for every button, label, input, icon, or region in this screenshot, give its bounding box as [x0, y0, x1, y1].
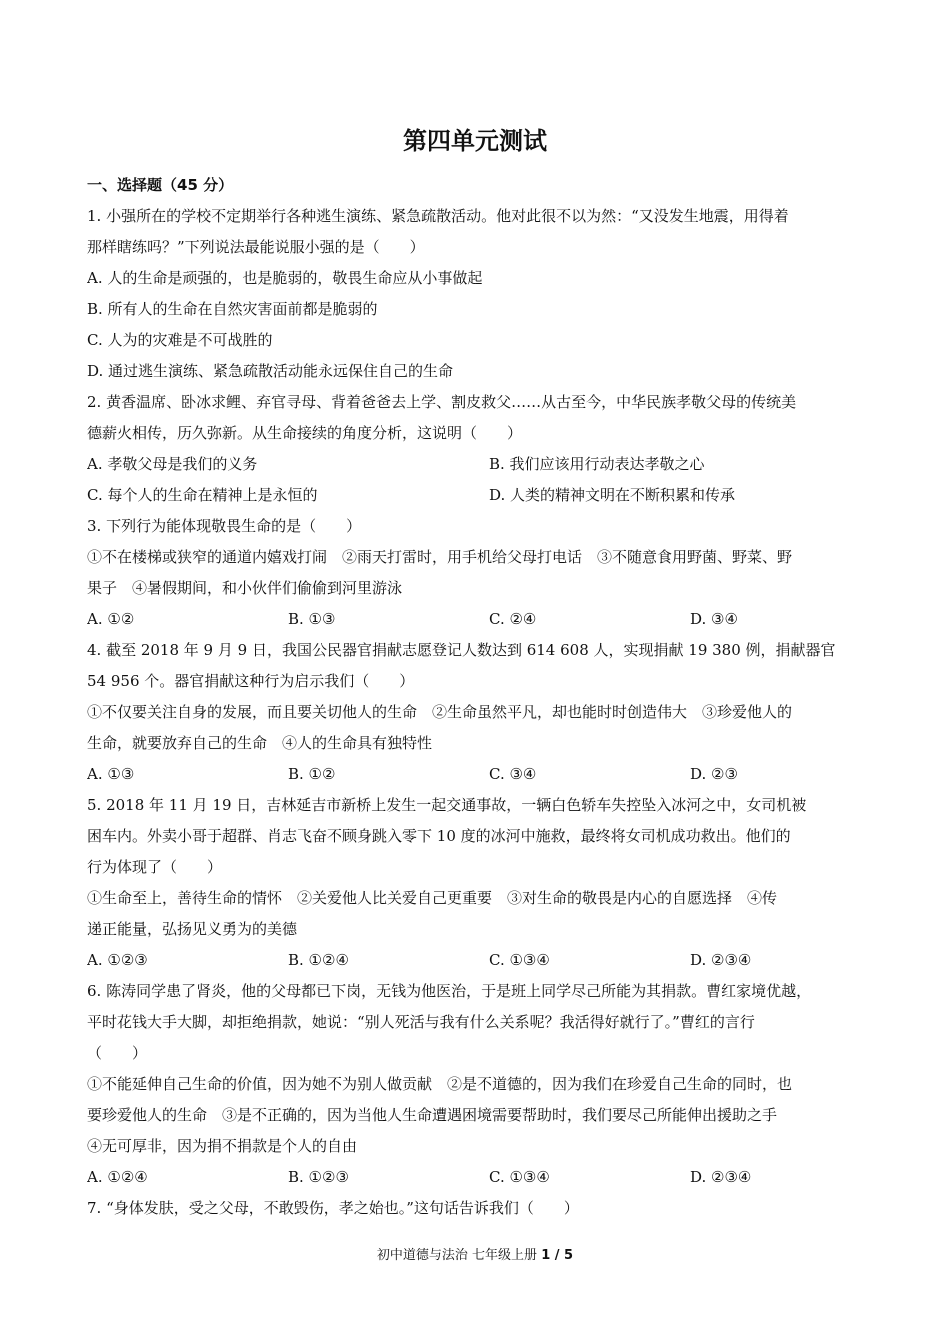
question-6-items-line-2: 要珍爱他人的生命 ③是不正确的，因为当他人生命遭遇困境需要帮助时，我们要尽己所能伸出援助之手 [87, 1106, 778, 1124]
question-4-option-d: D. ②③ [690, 765, 738, 783]
question-5-option-b: B. ①②④ [288, 951, 349, 969]
question-6-stem-line-2: 平时花钱大手大脚，却拒绝捐款，她说：“别人死活与我有什么关系呢？我活得好就行了。”曹红的言行 [87, 1013, 755, 1031]
question-3-option-d: D. ③④ [690, 610, 738, 628]
question-2-option-b: B. 我们应该用行动表达孝敬之心 [489, 455, 705, 473]
question-2-stem-line-2: 德薪火相传，历久弥新。从生命接续的角度分析，这说明（ ） [87, 424, 523, 442]
question-3-items-line-1: ①不在楼梯或狭窄的通道内嬉戏打闹 ②雨天打雷时，用手机给父母打电话 ③不随意食用野菌、野菜、野 [87, 548, 793, 566]
page-number: 1 / 5 [541, 1248, 574, 1263]
question-2-options-row-2 [87, 480, 865, 511]
question-1-stem-line-2: 那样瞎练吗？”下列说法最能说服小强的是（ ） [87, 238, 425, 256]
question-2-option-d: D. 人类的精神文明在不断积累和传承 [489, 486, 736, 504]
question-5-stem-line-2: 困车内。外卖小哥于超群、肖志飞奋不顾身跳入零下 10 度的冰河中施救，最终将女司机成功救出。他们的 [87, 827, 791, 845]
question-3-option-b: B. ①③ [288, 610, 336, 628]
question-6-items-line-1: ①不能延伸自己生命的价值，因为她不为别人做贡献 ②是不道德的，因为我们在珍爱自己生命的同时，也 [87, 1075, 793, 1093]
question-list [87, 170, 865, 1224]
question-2-option-c: C. 每个人的生命在精神上是永恒的 [87, 486, 318, 504]
question-4-stem-line-2: 54 956 个。器官捐献这种行为启示我们（ ） [87, 672, 415, 690]
question-4-items-line-2: 生命，就要放弃自己的生命 ④人的生命具有独特性 [87, 734, 433, 752]
question-1-option-d: D. 通过逃生演练、紧急疏散活动能永远保住自己的生命 [87, 362, 454, 380]
question-1-option-a: A. 人的生命是顽强的，也是脆弱的，敬畏生命应从小事做起 [87, 269, 483, 287]
question-4-items-line-1: ①不仅要关注自身的发展，而且要关切他人的生命 ②生命虽然平凡，却也能时时创造伟大 ③珍爱他人的 [87, 703, 793, 721]
question-6-options [87, 1162, 865, 1193]
question-3-options [87, 604, 865, 635]
question-1-stem-line-1: 1. 小强所在的学校不定期举行各种逃生演练、紧急疏散活动。他对此很不以为然：“又没发生地震，用得着 [87, 207, 789, 225]
question-4-option-a: A. ①③ [87, 765, 135, 783]
question-3-option-a: A. ①② [87, 610, 135, 628]
question-1-option-c: C. 人为的灾难是不可战胜的 [87, 331, 273, 349]
question-4-stem-line-1: 4. 截至 2018 年 9 月 9 日，我国公民器官捐献志愿登记人数达到 614 608 人，实现捐献 19 380 例，捐献器官 [87, 641, 836, 659]
question-6-option-d: D. ②③④ [690, 1168, 752, 1186]
question-3-option-c: C. ②④ [489, 610, 537, 628]
question-2-stem-line-1: 2. 黄香温席、卧冰求鲤、弃官寻母、背着爸爸去上学、割皮救父……从古至今，中华民族孝敬父母的传统美 [87, 393, 797, 411]
page-footer [0, 1246, 950, 1266]
question-5-items-line-1: ①生命至上，善待生命的情怀 ②关爱他人比关爱自己更重要 ③对生命的敬畏是内心的自愿选择 ④传 [87, 889, 778, 907]
question-5-option-d: D. ②③④ [690, 951, 752, 969]
question-5-stem-line-3: 行为体现了（ ） [87, 858, 223, 876]
question-2-option-a: A. 孝敬父母是我们的义务 [87, 455, 258, 473]
question-1-option-b: B. 所有人的生命在自然灾害面前都是脆弱的 [87, 300, 378, 318]
question-6-stem-line-1: 6. 陈涛同学患了肾炎，他的父母都已下岗，无钱为他医治，于是班上同学尽己所能为其捐款。曹红家境优越， [87, 982, 812, 1000]
question-4-option-b: B. ①② [288, 765, 336, 783]
page-title: 第四单元测试 [403, 127, 547, 155]
question-4-option-c: C. ③④ [489, 765, 537, 783]
question-6-option-a: A. ①②④ [87, 1168, 148, 1186]
question-7-stem: 7. “身体发肤，受之父母，不敢毁伤，孝之始也。”这句话告诉我们（ ） [87, 1199, 579, 1217]
question-5-option-a: A. ①②③ [87, 951, 148, 969]
question-5-stem-line-1: 5. 2018 年 11 月 19 日，吉林延吉市新桥上发生一起交通事故，一辆白色轿车失控坠入冰河之中，女司机被 [87, 796, 807, 814]
question-3-stem: 3. 下列行为能体现敬畏生命的是（ ） [87, 517, 362, 535]
question-2-options-row-1 [87, 449, 865, 480]
question-6-option-c: C. ①③④ [489, 1168, 550, 1186]
question-6-stem-line-3: （ ） [87, 1044, 148, 1062]
question-6-option-b: B. ①②③ [288, 1168, 349, 1186]
question-5-option-c: C. ①③④ [489, 951, 550, 969]
footer-text: 初中道德与法治 七年级上册 [376, 1248, 538, 1263]
question-6-items-line-3: ④无可厚非，因为捐不捐款是个人的自由 [87, 1137, 358, 1155]
section-heading: 一、选择题（45 分） [87, 176, 234, 194]
question-5-items-line-2: 递正能量，弘扬见义勇为的美德 [87, 920, 298, 938]
question-4-options [87, 759, 865, 790]
question-5-options [87, 945, 865, 976]
question-3-items-line-2: 果子 ④暑假期间，和小伙伴们偷偷到河里游泳 [87, 579, 403, 597]
